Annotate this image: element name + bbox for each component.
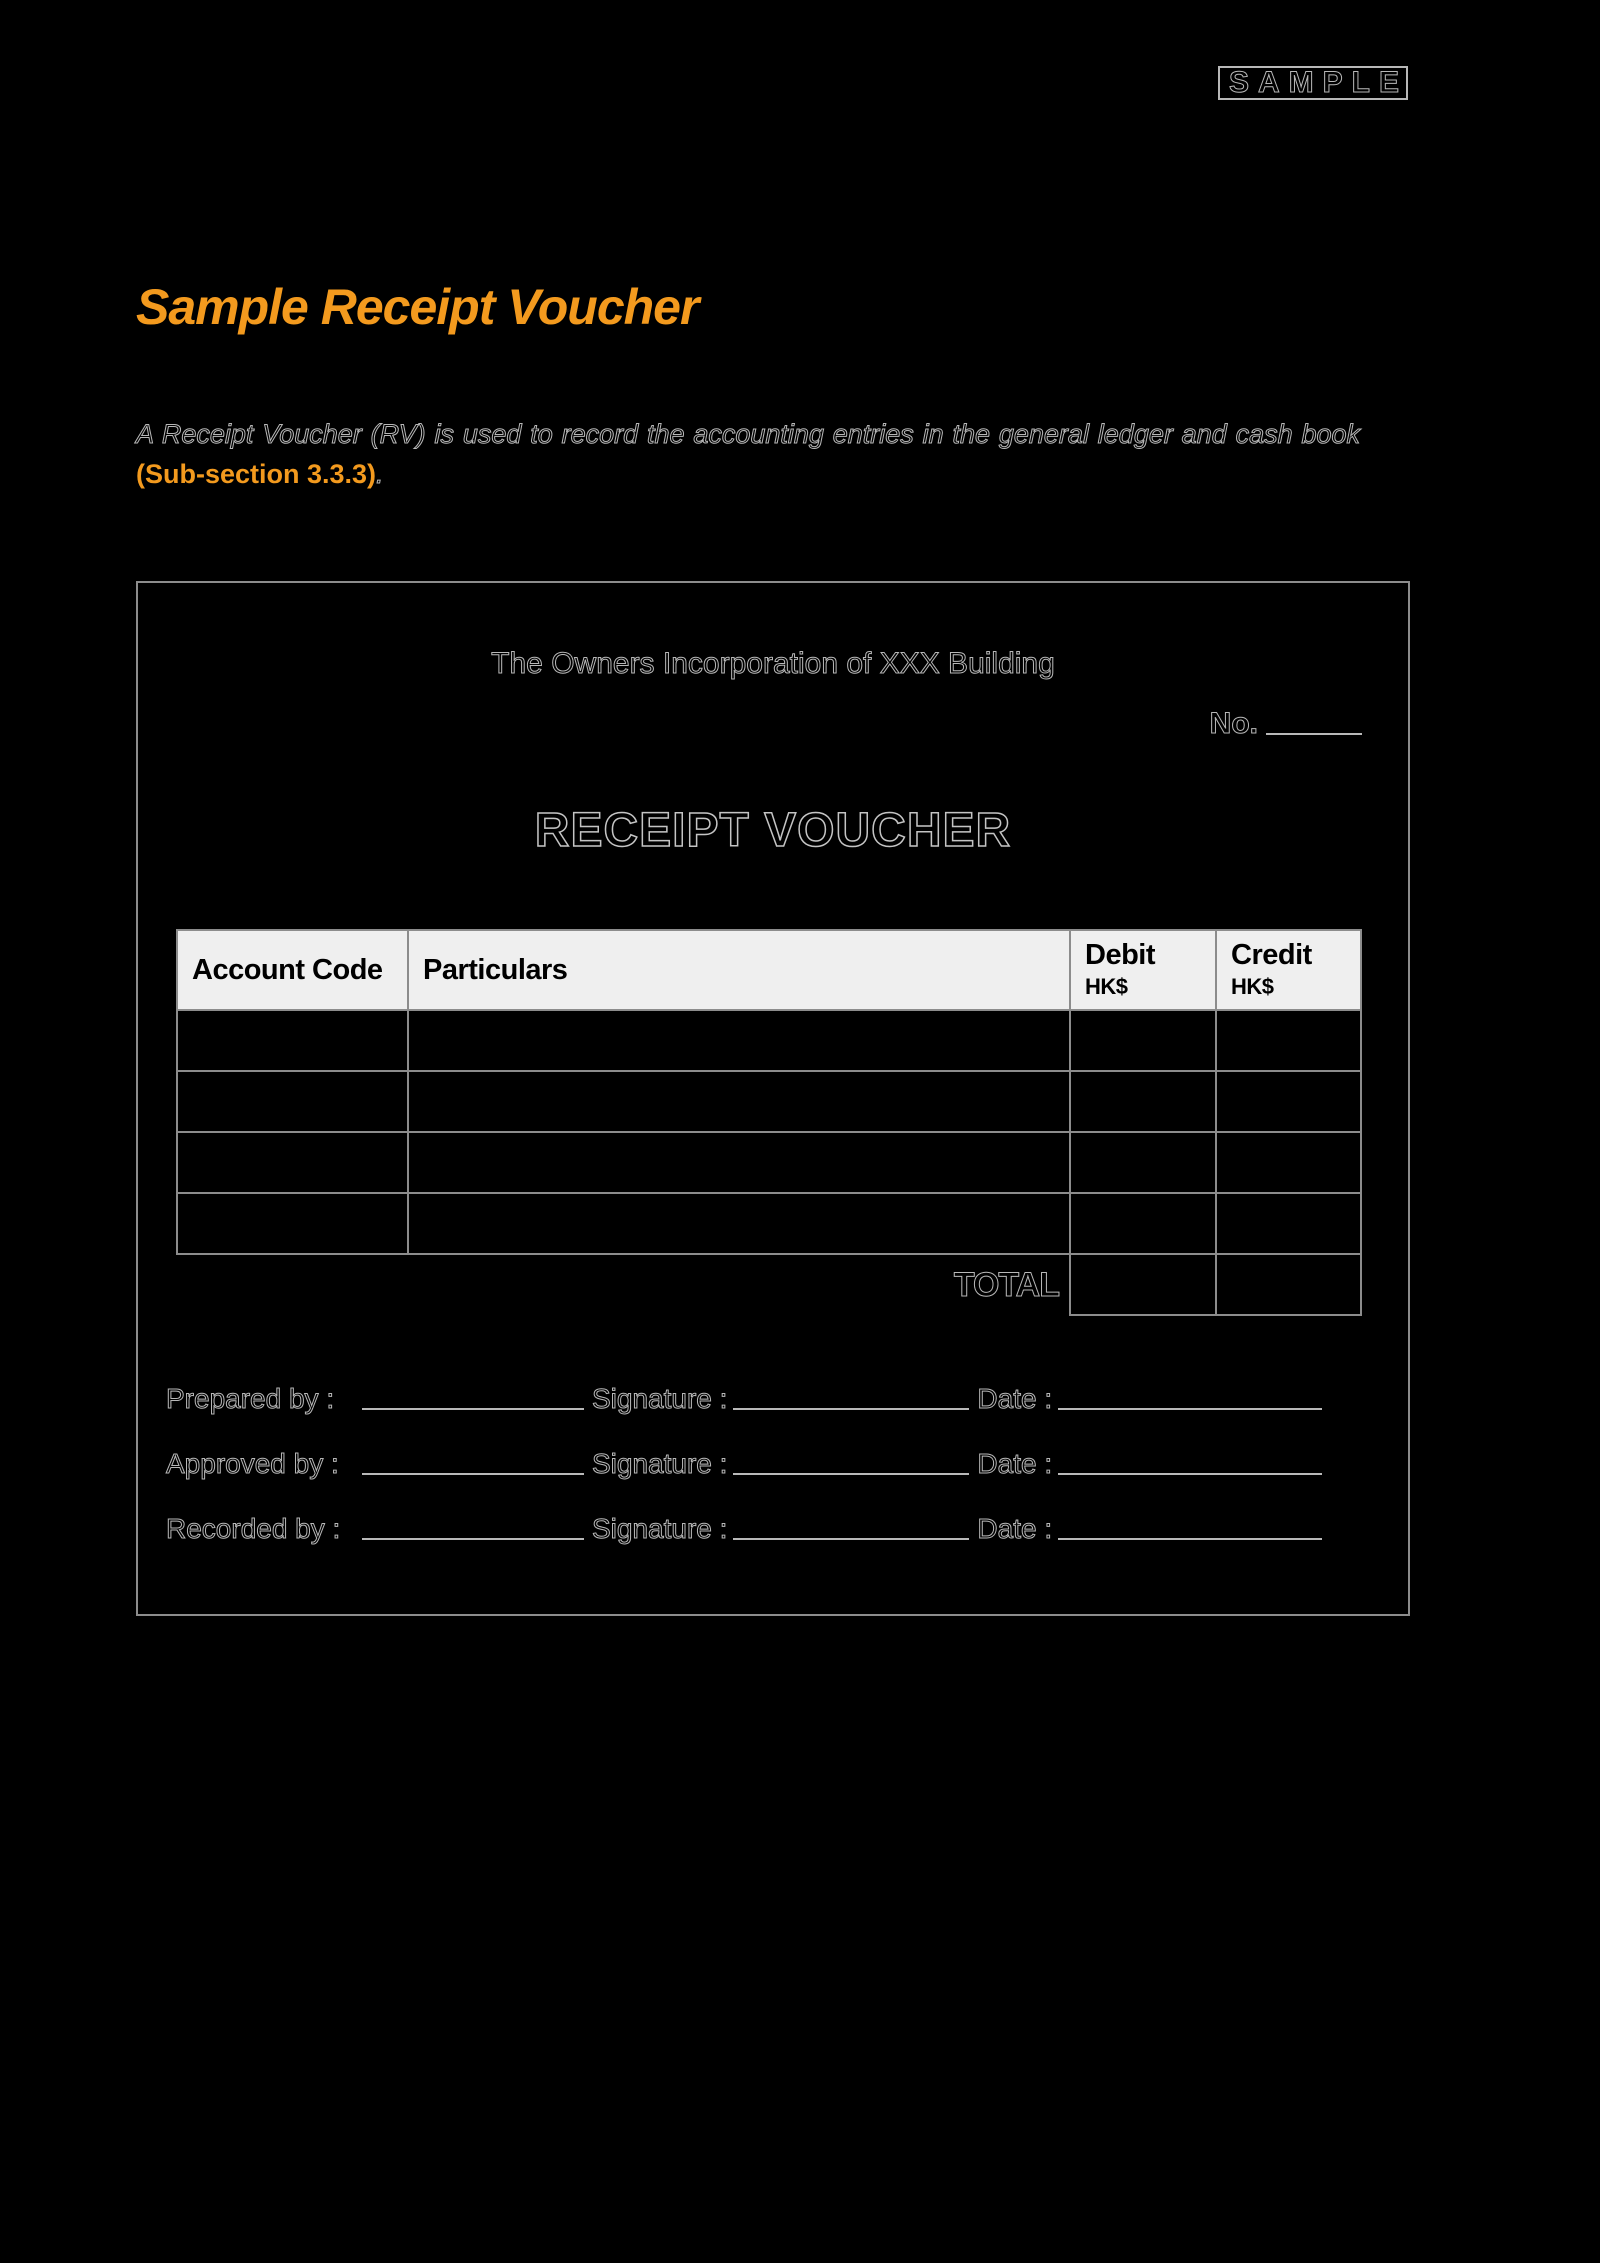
total-label: TOTAL: [408, 1254, 1070, 1315]
credit-cell[interactable]: [1216, 1193, 1361, 1254]
date-label: Date :: [977, 1448, 1053, 1479]
credit-cell[interactable]: [1216, 1132, 1361, 1193]
prepared-by-field[interactable]: [362, 1407, 584, 1410]
voucher-heading: RECEIPT VOUCHER: [534, 804, 1012, 857]
date-field[interactable]: [1058, 1537, 1322, 1540]
voucher-number-field[interactable]: [1266, 732, 1362, 735]
debit-cell[interactable]: [1070, 1071, 1216, 1132]
debit-unit: HK$: [1085, 974, 1128, 999]
column-header-credit: [1216, 930, 1361, 1010]
organisation-name: The Owners Incorporation of XXX Building: [491, 647, 1055, 680]
table-header-row: [177, 930, 1361, 1010]
credit-label: Credit: [1231, 939, 1312, 971]
date-field[interactable]: [1058, 1472, 1322, 1475]
total-credit-cell[interactable]: [1216, 1254, 1361, 1315]
signoff-row-prepared: [166, 1383, 1330, 1448]
total-debit-cell[interactable]: [1070, 1254, 1216, 1315]
signature-label: Signature :: [592, 1513, 728, 1544]
account-code-cell[interactable]: [177, 1132, 408, 1193]
account-code-cell[interactable]: [177, 1193, 408, 1254]
date-field[interactable]: [1058, 1407, 1322, 1410]
particulars-cell[interactable]: [408, 1071, 1070, 1132]
voucher-number-label: No.: [1209, 707, 1258, 740]
voucher-number: [1210, 707, 1362, 741]
sample-stamp: SAMPLE: [1218, 66, 1408, 100]
debit-cell[interactable]: [1070, 1193, 1216, 1254]
credit-cell[interactable]: [1216, 1010, 1361, 1071]
table-row: [177, 1010, 1361, 1071]
particulars-cell[interactable]: [408, 1132, 1070, 1193]
receipt-voucher-form: [136, 581, 1410, 1616]
signature-field[interactable]: [733, 1472, 969, 1475]
intro-text: A Receipt Voucher (RV) is used to record the accounting entries in the general ledger and cash book: [136, 419, 1360, 449]
intro-paragraph: [136, 414, 1360, 494]
account-code-cell[interactable]: [177, 1010, 408, 1071]
table-row: [177, 1132, 1361, 1193]
total-row: [177, 1254, 1361, 1315]
intro-end: .: [376, 459, 384, 489]
approved-by-field[interactable]: [362, 1472, 584, 1475]
credit-cell[interactable]: [1216, 1071, 1361, 1132]
particulars-cell[interactable]: [408, 1010, 1070, 1071]
signoff-row-approved: [166, 1448, 1330, 1513]
column-header-particulars: Particulars: [408, 930, 1070, 1010]
date-label: Date :: [977, 1513, 1053, 1544]
debit-cell[interactable]: [1070, 1132, 1216, 1193]
total-spacer: [177, 1254, 408, 1315]
page-title: Sample Receipt Voucher: [136, 279, 699, 335]
recorded-by-field[interactable]: [362, 1537, 584, 1540]
signature-field[interactable]: [733, 1537, 969, 1540]
signature-label: Signature :: [592, 1383, 728, 1414]
account-code-cell[interactable]: [177, 1071, 408, 1132]
particulars-cell[interactable]: [408, 1193, 1070, 1254]
signature-label: Signature :: [592, 1448, 728, 1479]
debit-label: Debit: [1085, 939, 1155, 971]
credit-unit: HK$: [1231, 974, 1274, 999]
subsection-reference: (Sub-section 3.3.3): [136, 459, 377, 489]
table-row: [177, 1193, 1361, 1254]
table-row: [177, 1071, 1361, 1132]
date-label: Date :: [977, 1383, 1053, 1414]
approved-by-label: Approved by :: [166, 1448, 339, 1479]
signoff-section: [166, 1383, 1330, 1578]
column-header-debit: [1070, 930, 1216, 1010]
recorded-by-label: Recorded by :: [166, 1513, 341, 1544]
signoff-row-recorded: [166, 1513, 1330, 1578]
signature-field[interactable]: [733, 1407, 969, 1410]
entries-table: [176, 929, 1362, 1316]
debit-cell[interactable]: [1070, 1010, 1216, 1071]
prepared-by-label: Prepared by :: [166, 1383, 335, 1414]
column-header-account-code: Account Code: [177, 930, 408, 1010]
